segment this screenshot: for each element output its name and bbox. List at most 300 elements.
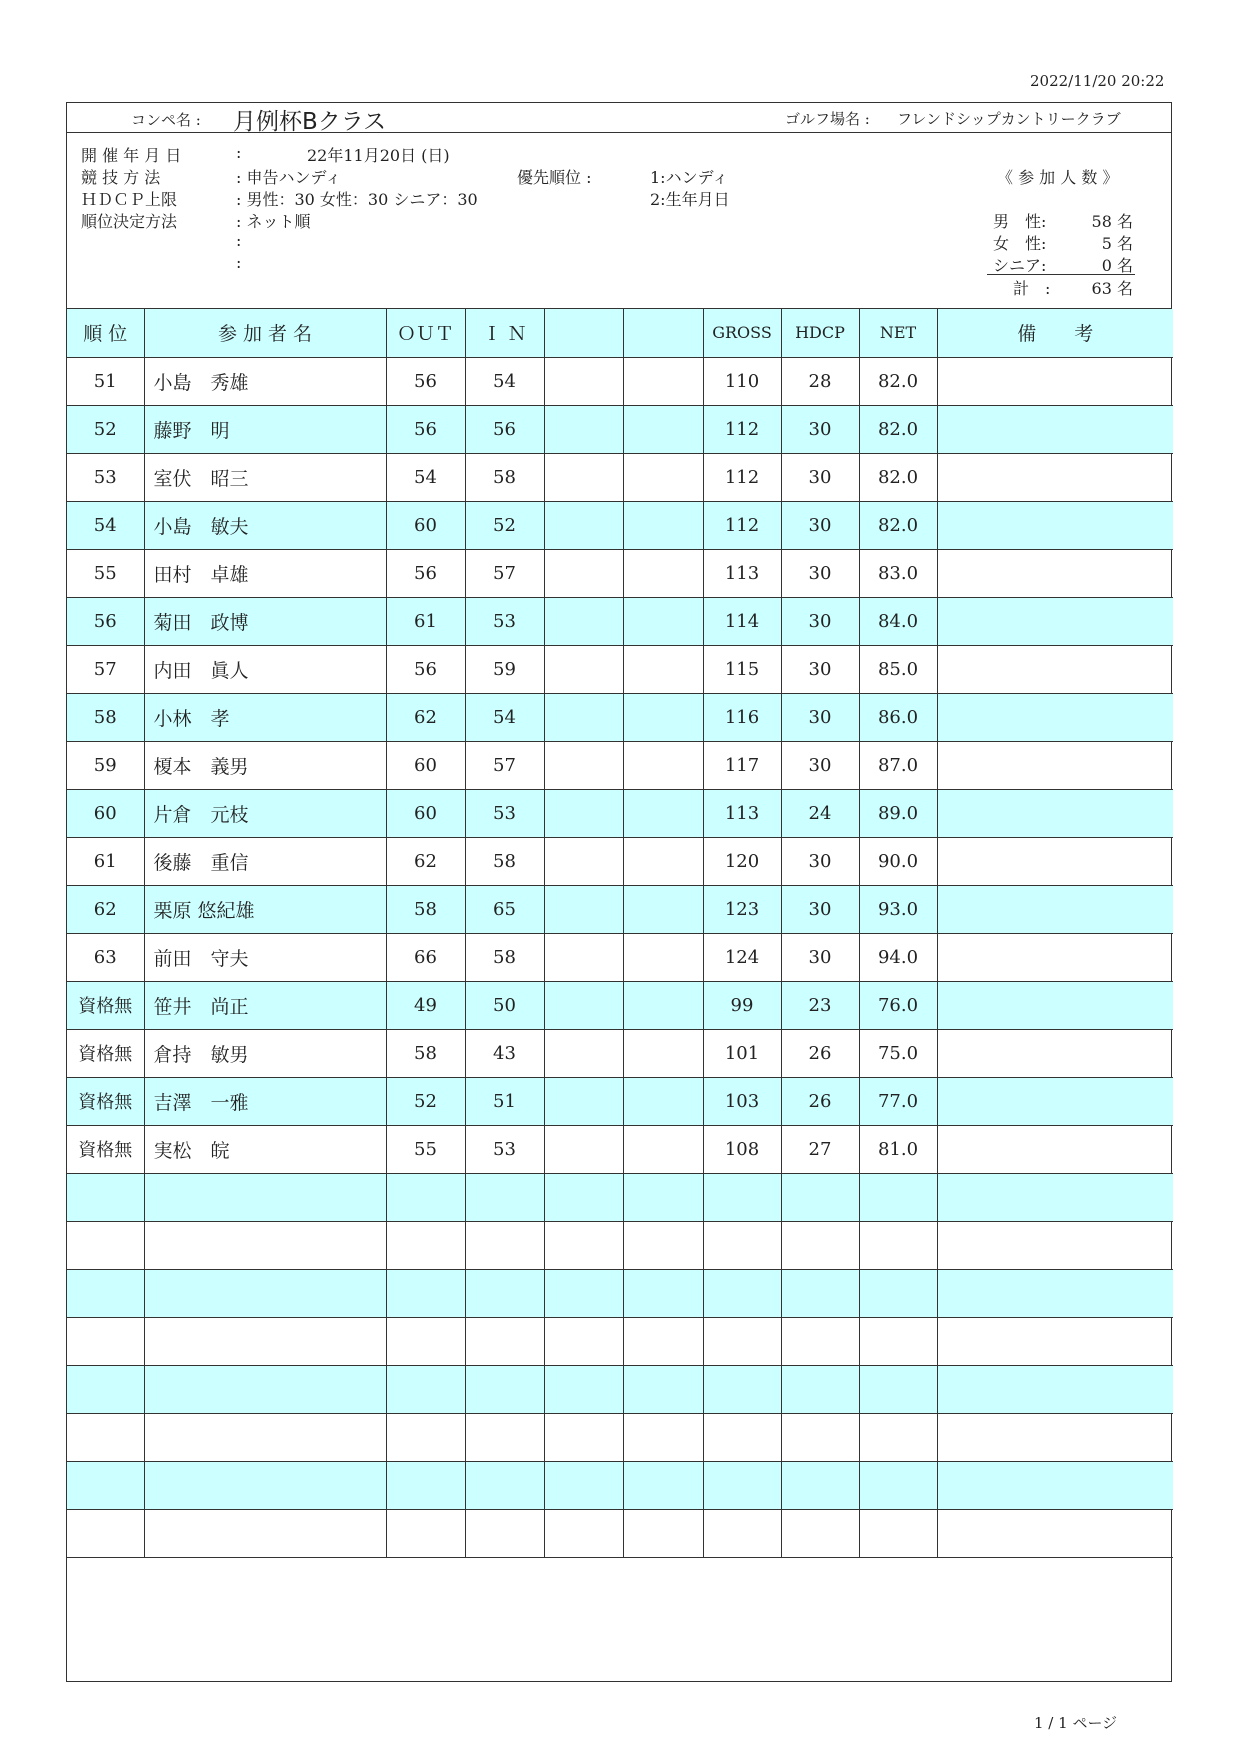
name-cell	[144, 1221, 386, 1269]
in-score-cell	[465, 1461, 544, 1509]
course-label: ゴルフ場名 :	[785, 110, 870, 128]
rank-cell	[67, 1317, 144, 1365]
blank-cell	[544, 405, 623, 453]
out-score-cell	[386, 1317, 465, 1365]
out-score-cell: 60	[386, 741, 465, 789]
net-score-cell: 82.0	[859, 357, 937, 405]
blank-cell	[544, 453, 623, 501]
net-score-cell: 86.0	[859, 693, 937, 741]
hdcp-cell	[781, 1317, 859, 1365]
priority-1: 1:ハンディ	[650, 168, 729, 187]
blank-cell	[544, 741, 623, 789]
competition-label: コンペ名 :	[131, 111, 201, 129]
participants-title: 《 参 加 人 数 》	[997, 168, 1119, 187]
rank-cell: 59	[67, 741, 144, 789]
blank-cell	[623, 549, 703, 597]
blank-cell	[623, 1221, 703, 1269]
out-score-cell: 52	[386, 1077, 465, 1125]
rank-cell: 資格無	[67, 1029, 144, 1077]
table-row	[67, 1125, 1173, 1173]
hdcp-cell: 30	[781, 837, 859, 885]
out-score-cell	[386, 1173, 465, 1221]
table-row	[67, 1413, 1173, 1461]
hdcp-cell: 30	[781, 501, 859, 549]
in-score-cell	[465, 1173, 544, 1221]
blank-cell	[544, 1461, 623, 1509]
remarks-cell	[937, 1077, 1173, 1125]
hdcp-limit-label: ＨＤＣＰ上限	[81, 190, 178, 209]
name-cell: 笹井 尚正	[144, 981, 386, 1029]
net-score-cell: 82.0	[859, 501, 937, 549]
name-cell: 片倉 元枝	[144, 789, 386, 837]
rank-cell: 60	[67, 789, 144, 837]
table-row	[67, 837, 1173, 885]
remarks-cell	[937, 837, 1173, 885]
table-row	[67, 789, 1173, 837]
net-score-cell: 94.0	[859, 933, 937, 981]
rank-cell: 58	[67, 693, 144, 741]
rank-cell: 資格無	[67, 1077, 144, 1125]
gross-score-cell: 116	[703, 693, 781, 741]
rank-cell: 61	[67, 837, 144, 885]
course-name: フレンドシップカントリークラブ	[897, 110, 1121, 128]
gross-score-cell: 103	[703, 1077, 781, 1125]
blank-cell	[544, 837, 623, 885]
gross-score-cell: 113	[703, 549, 781, 597]
hdcp-cell: 30	[781, 933, 859, 981]
net-score-cell: 89.0	[859, 789, 937, 837]
rank-cell: 54	[67, 501, 144, 549]
name-cell: 倉持 敏男	[144, 1029, 386, 1077]
date-label: 開 催 年 月 日	[81, 146, 182, 165]
column-header-blank	[623, 309, 703, 357]
name-cell: 榎本 義男	[144, 741, 386, 789]
table-row	[67, 405, 1173, 453]
gross-score-cell: 114	[703, 597, 781, 645]
column-header-hdcp: HDCP	[781, 309, 859, 357]
out-score-cell: 58	[386, 1029, 465, 1077]
blank-cell	[623, 1077, 703, 1125]
hdcp-cell: 24	[781, 789, 859, 837]
gross-score-cell: 108	[703, 1125, 781, 1173]
remarks-cell	[937, 741, 1173, 789]
column-header-gross: GROSS	[703, 309, 781, 357]
remarks-cell	[937, 549, 1173, 597]
name-cell	[144, 1413, 386, 1461]
out-score-cell	[386, 1413, 465, 1461]
table-row	[67, 597, 1173, 645]
remarks-cell	[937, 501, 1173, 549]
blank-cell	[544, 1125, 623, 1173]
blank-cell	[623, 1317, 703, 1365]
hdcp-cell: 30	[781, 405, 859, 453]
rank-cell: 52	[67, 405, 144, 453]
hdcp-cell: 30	[781, 885, 859, 933]
out-score-cell: 62	[386, 693, 465, 741]
blank-cell	[623, 597, 703, 645]
remarks-cell	[937, 1029, 1173, 1077]
in-score-cell: 43	[465, 1029, 544, 1077]
gross-score-cell: 112	[703, 405, 781, 453]
remarks-cell	[937, 453, 1173, 501]
net-score-cell: 90.0	[859, 837, 937, 885]
remarks-cell	[937, 885, 1173, 933]
rank-cell: 53	[67, 453, 144, 501]
out-score-cell: 62	[386, 837, 465, 885]
in-score-cell: 56	[465, 405, 544, 453]
gross-score-cell: 101	[703, 1029, 781, 1077]
gross-score-cell: 117	[703, 741, 781, 789]
name-cell: 前田 守夫	[144, 933, 386, 981]
table-row	[67, 1029, 1173, 1077]
name-cell	[144, 1173, 386, 1221]
remarks-cell	[937, 1173, 1173, 1221]
ranking-method-value: : ネット順	[236, 212, 311, 231]
in-score-cell	[465, 1509, 544, 1557]
method-label: 競 技 方 法	[81, 168, 161, 187]
name-cell: 菊田 政博	[144, 597, 386, 645]
method-value: : 申告ハンディ	[236, 168, 342, 187]
table-row	[67, 357, 1173, 405]
blank-cell	[623, 645, 703, 693]
blank-cell	[544, 645, 623, 693]
table-row	[67, 1365, 1173, 1413]
hdcp-cell	[781, 1173, 859, 1221]
blank-cell	[623, 933, 703, 981]
net-score-cell: 76.0	[859, 981, 937, 1029]
table-row	[67, 1461, 1173, 1509]
blank-cell	[623, 885, 703, 933]
table-row	[67, 453, 1173, 501]
hdcp-cell: 27	[781, 1125, 859, 1173]
rank-cell: 56	[67, 597, 144, 645]
priority-label: 優先順位 :	[517, 168, 592, 187]
table-row	[67, 741, 1173, 789]
blank-cell	[623, 1365, 703, 1413]
blank-cell	[623, 1029, 703, 1077]
gross-score-cell: 112	[703, 453, 781, 501]
in-score-cell	[465, 1269, 544, 1317]
blank-cell	[623, 1125, 703, 1173]
column-header-rank: 順 位	[67, 309, 144, 357]
blank-cell	[544, 1413, 623, 1461]
out-score-cell	[386, 1365, 465, 1413]
blank-cell	[544, 549, 623, 597]
in-score-cell: 57	[465, 549, 544, 597]
blank-cell	[544, 933, 623, 981]
table-header-row	[67, 309, 1173, 357]
out-score-cell: 49	[386, 981, 465, 1029]
blank-cell	[544, 357, 623, 405]
name-cell: 吉澤 一雅	[144, 1077, 386, 1125]
name-cell: 内田 眞人	[144, 645, 386, 693]
remarks-cell	[937, 1413, 1173, 1461]
name-cell: 室伏 昭三	[144, 453, 386, 501]
gross-score-cell: 123	[703, 885, 781, 933]
rank-cell: 資格無	[67, 1125, 144, 1173]
hdcp-cell: 26	[781, 1029, 859, 1077]
print-timestamp: 2022/11/20 20:22	[1030, 72, 1165, 90]
remarks-cell	[937, 357, 1173, 405]
table-row	[67, 1317, 1173, 1365]
competition-name: 月例杯Bクラス	[233, 109, 387, 135]
blank-cell	[623, 1461, 703, 1509]
net-score-cell: 77.0	[859, 1077, 937, 1125]
blank-cell	[544, 981, 623, 1029]
blank-cell	[623, 693, 703, 741]
gross-score-cell: 112	[703, 501, 781, 549]
remarks-cell	[937, 1509, 1173, 1557]
blank-cell	[623, 981, 703, 1029]
hdcp-cell: 28	[781, 357, 859, 405]
net-score-cell	[859, 1269, 937, 1317]
blank-cell	[544, 597, 623, 645]
page-number: 1 / 1 ページ	[1034, 1714, 1118, 1732]
in-score-cell: 58	[465, 837, 544, 885]
out-score-cell	[386, 1461, 465, 1509]
rank-cell	[67, 1221, 144, 1269]
remarks-cell	[937, 1269, 1173, 1317]
ranking-method-label: 順位決定方法	[81, 212, 178, 231]
in-score-cell: 54	[465, 693, 544, 741]
out-score-cell	[386, 1509, 465, 1557]
net-score-cell: 87.0	[859, 741, 937, 789]
blank-cell	[544, 1509, 623, 1557]
hdcp-cell	[781, 1461, 859, 1509]
results-table	[67, 309, 1173, 1558]
remarks-cell	[937, 1125, 1173, 1173]
out-score-cell: 61	[386, 597, 465, 645]
blank-colon: :	[236, 231, 242, 250]
hdcp-limit-value: : 男性：30 女性：30 シニア：30	[236, 190, 478, 209]
blank-cell	[623, 1269, 703, 1317]
table-row	[67, 645, 1173, 693]
remarks-cell	[937, 1317, 1173, 1365]
out-score-cell: 54	[386, 453, 465, 501]
table-row	[67, 885, 1173, 933]
net-score-cell: 82.0	[859, 405, 937, 453]
name-cell: 小林 孝	[144, 693, 386, 741]
table-row	[67, 1221, 1173, 1269]
table-row	[67, 1077, 1173, 1125]
remarks-cell	[937, 693, 1173, 741]
in-score-cell: 58	[465, 933, 544, 981]
table-row	[67, 501, 1173, 549]
table-row	[67, 1173, 1173, 1221]
rank-cell: 51	[67, 357, 144, 405]
blank-cell	[544, 1029, 623, 1077]
blank-cell	[544, 885, 623, 933]
net-score-cell: 84.0	[859, 597, 937, 645]
gross-score-cell: 110	[703, 357, 781, 405]
gross-score-cell	[703, 1221, 781, 1269]
blank-cell	[623, 405, 703, 453]
blank-cell	[623, 501, 703, 549]
total-count: 63 名	[1091, 279, 1133, 298]
in-score-cell: 50	[465, 981, 544, 1029]
table-row	[67, 933, 1173, 981]
net-score-cell	[859, 1317, 937, 1365]
hdcp-cell	[781, 1413, 859, 1461]
name-cell	[144, 1509, 386, 1557]
blank-colon: :	[236, 253, 242, 272]
net-score-cell: 75.0	[859, 1029, 937, 1077]
date-value: 22年11月20日 (日)	[307, 146, 450, 165]
rank-cell	[67, 1173, 144, 1221]
out-score-cell: 55	[386, 1125, 465, 1173]
name-cell: 後藤 重信	[144, 837, 386, 885]
gross-score-cell	[703, 1509, 781, 1557]
blank-cell	[544, 1269, 623, 1317]
out-score-cell: 56	[386, 405, 465, 453]
net-score-cell	[859, 1365, 937, 1413]
blank-cell	[544, 1077, 623, 1125]
name-cell	[144, 1461, 386, 1509]
in-score-cell: 51	[465, 1077, 544, 1125]
rank-cell: 62	[67, 885, 144, 933]
out-score-cell	[386, 1221, 465, 1269]
out-score-cell: 60	[386, 789, 465, 837]
rank-cell	[67, 1509, 144, 1557]
in-score-cell: 53	[465, 597, 544, 645]
blank-cell	[544, 501, 623, 549]
rank-cell: 55	[67, 549, 144, 597]
remarks-cell	[937, 1461, 1173, 1509]
hdcp-cell	[781, 1509, 859, 1557]
rank-cell: 63	[67, 933, 144, 981]
blank-cell	[544, 789, 623, 837]
results-body	[67, 357, 1173, 1557]
in-score-cell: 52	[465, 501, 544, 549]
hdcp-cell	[781, 1269, 859, 1317]
rank-cell	[67, 1269, 144, 1317]
competition-info	[67, 133, 1171, 309]
remarks-cell	[937, 1221, 1173, 1269]
in-score-cell: 57	[465, 741, 544, 789]
out-score-cell: 66	[386, 933, 465, 981]
out-score-cell: 56	[386, 357, 465, 405]
gross-score-cell	[703, 1461, 781, 1509]
blank-cell	[623, 357, 703, 405]
gross-score-cell: 115	[703, 645, 781, 693]
rank-cell: 57	[67, 645, 144, 693]
name-cell: 田村 卓雄	[144, 549, 386, 597]
remarks-cell	[937, 645, 1173, 693]
table-row	[67, 693, 1173, 741]
total-divider	[987, 274, 1135, 275]
in-score-cell: 53	[465, 1125, 544, 1173]
title-bar	[67, 103, 1171, 133]
blank-cell	[623, 1413, 703, 1461]
rank-cell	[67, 1413, 144, 1461]
priority-2: 2:生年月日	[650, 190, 730, 209]
in-score-cell: 59	[465, 645, 544, 693]
table-row	[67, 1509, 1173, 1557]
in-score-cell	[465, 1221, 544, 1269]
gross-score-cell: 120	[703, 837, 781, 885]
name-cell	[144, 1365, 386, 1413]
hdcp-cell: 30	[781, 597, 859, 645]
total-count-label: 計 :	[1013, 279, 1051, 298]
hdcp-cell: 26	[781, 1077, 859, 1125]
net-score-cell	[859, 1509, 937, 1557]
blank-cell	[623, 837, 703, 885]
name-cell: 実松 皖	[144, 1125, 386, 1173]
net-score-cell	[859, 1173, 937, 1221]
column-header-out: ＯＵＴ	[386, 309, 465, 357]
out-score-cell	[386, 1269, 465, 1317]
female-count: 5 名	[1101, 234, 1133, 253]
table-row	[67, 981, 1173, 1029]
senior-count-label: シニア:	[993, 256, 1047, 275]
remarks-cell	[937, 597, 1173, 645]
in-score-cell	[465, 1413, 544, 1461]
blank-cell	[623, 1509, 703, 1557]
net-score-cell	[859, 1461, 937, 1509]
net-score-cell: 83.0	[859, 549, 937, 597]
column-header-net: NET	[859, 309, 937, 357]
hdcp-cell: 30	[781, 741, 859, 789]
hdcp-cell: 30	[781, 645, 859, 693]
gross-score-cell	[703, 1269, 781, 1317]
net-score-cell: 85.0	[859, 645, 937, 693]
name-cell: 藤野 明	[144, 405, 386, 453]
in-score-cell: 58	[465, 453, 544, 501]
net-score-cell	[859, 1413, 937, 1461]
remarks-cell	[937, 981, 1173, 1029]
in-score-cell	[465, 1317, 544, 1365]
blank-cell	[623, 453, 703, 501]
rank-cell	[67, 1461, 144, 1509]
gross-score-cell	[703, 1317, 781, 1365]
gross-score-cell	[703, 1413, 781, 1461]
name-cell: 栗原 悠紀雄	[144, 885, 386, 933]
net-score-cell: 81.0	[859, 1125, 937, 1173]
hdcp-cell	[781, 1365, 859, 1413]
blank-cell	[544, 693, 623, 741]
gross-score-cell: 113	[703, 789, 781, 837]
name-cell	[144, 1269, 386, 1317]
rank-cell	[67, 1365, 144, 1413]
gross-score-cell: 124	[703, 933, 781, 981]
blank-cell	[544, 1221, 623, 1269]
blank-cell	[544, 1365, 623, 1413]
out-score-cell: 58	[386, 885, 465, 933]
column-header-name: 参 加 者 名	[144, 309, 386, 357]
remarks-cell	[937, 789, 1173, 837]
in-score-cell	[465, 1365, 544, 1413]
gross-score-cell: 99	[703, 981, 781, 1029]
remarks-cell	[937, 1365, 1173, 1413]
name-cell	[144, 1317, 386, 1365]
column-header-blank	[544, 309, 623, 357]
results-sheet	[66, 102, 1172, 1682]
male-count-label: 男 性:	[993, 212, 1047, 231]
gross-score-cell	[703, 1173, 781, 1221]
out-score-cell: 56	[386, 549, 465, 597]
blank-cell	[623, 1173, 703, 1221]
table-row	[67, 1269, 1173, 1317]
hdcp-cell	[781, 1221, 859, 1269]
hdcp-cell: 30	[781, 453, 859, 501]
female-count-label: 女 性:	[993, 234, 1047, 253]
name-cell: 小島 秀雄	[144, 357, 386, 405]
remarks-cell	[937, 933, 1173, 981]
blank-cell	[623, 741, 703, 789]
in-score-cell: 65	[465, 885, 544, 933]
blank-cell	[623, 789, 703, 837]
date-colon: :	[236, 143, 242, 162]
